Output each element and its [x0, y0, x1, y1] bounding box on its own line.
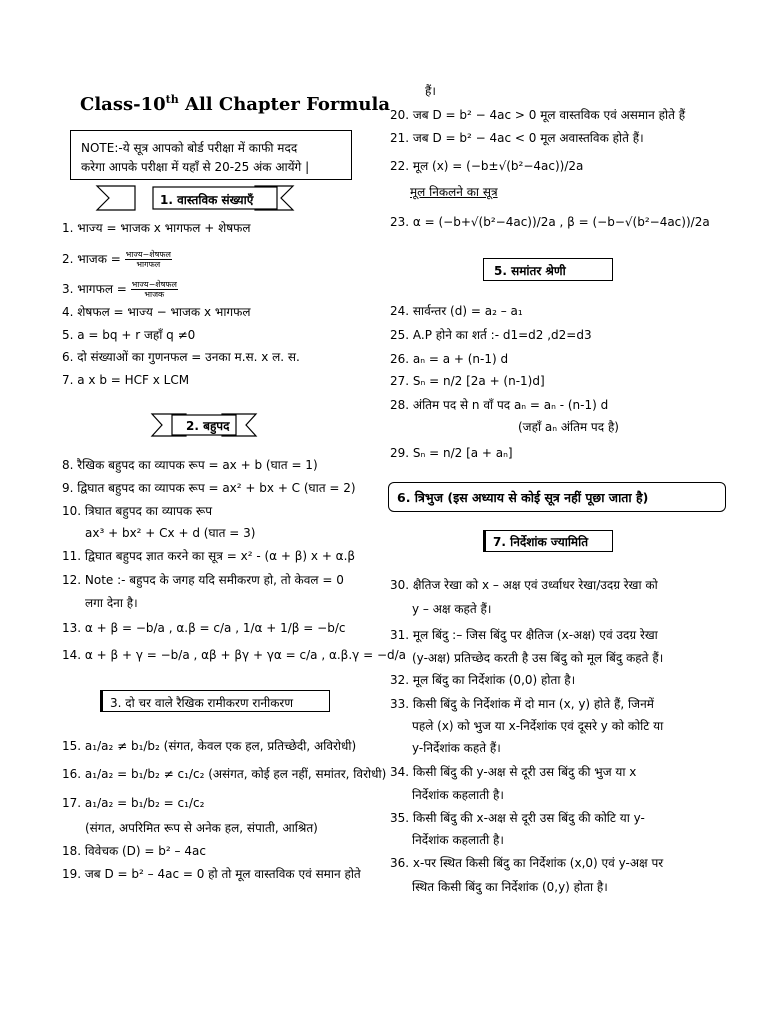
formula-29: 29. Sₙ = n/2 [a + aₙ]	[390, 446, 513, 460]
section-5-title: 5. समांतर श्रेणी	[494, 264, 566, 278]
formula-4: 4. शेषफल = भाज्य − भाजक x भागफल	[62, 305, 251, 319]
formula-25: 25. A.P होने का शर्त :- d1=d2 ,d2=d3	[390, 328, 592, 342]
formula-5: 5. a = bq + r जहाँ q ≠0	[62, 328, 196, 342]
formula-16: 16. a₁/a₂ = b₁/b₂ ≠ c₁/c₂ (असंगत, कोई हल नहीं, समांतर, विरोधी)	[62, 767, 387, 781]
formula-18: 18. विवेचक (D) = b² – 4ac	[62, 844, 206, 858]
section-3-title: 3. दो चर वाले रैखिक रामीकरण रानीकरण	[110, 696, 293, 710]
section-6-title: 6. त्रिभुज (इस अध्याय से कोई सूत्र नहीं पूछा जाता है)	[397, 490, 649, 505]
formula-31: 31. मूल बिंदु :– जिस बिंदु पर क्षैतिज (x-अक्ष) एवं उदग्र रेखा	[390, 628, 658, 642]
formula-36-cont: स्थित किसी बिंदु का निर्देशांक (0,y) होता है।	[412, 880, 608, 894]
formula-23: 23. α = (−b+√(b²−4ac))/2a , β = (−b−√(b²−4ac))/2a	[390, 215, 710, 229]
note-line-2: करेगा आपके परीक्षा में यहाँ से 20-25 अंक आयेंगे |	[81, 160, 310, 174]
formula-33: 33. किसी बिंदु के निर्देशांक में दो मान (x, y) होते हैं, जिनमें	[390, 697, 654, 711]
formula-22-note: मूल निकलने का सूत्र	[410, 185, 498, 199]
formula-34-cont: निर्देशांक कहलाती है।	[412, 788, 504, 802]
formula-30-cont: y – अक्ष कहते हैं।	[412, 602, 492, 616]
formula-6: 6. दो संख्याओं का गुणनफल = उनका म.स. x ल. स.	[62, 350, 300, 364]
formula-27: 27. Sₙ = n/2 [2a + (n-1)d]	[390, 374, 545, 388]
formula-7: 7. a x b = HCF x LCM	[62, 373, 190, 387]
formula-32: 32. मूल बिंदु का निर्देशांक (0,0) होता है।	[390, 673, 576, 687]
formula-33-cont: पहले (x) को भुज या x-निर्देशांक एवं दूसरे y को कोटि या	[412, 719, 664, 733]
formula-20: 20. जब D = b² − 4ac > 0 मूल वास्तविक एवं असमान होते हैं	[390, 108, 686, 122]
formula-17: 17. a₁/a₂ = b₁/b₂ = c₁/c₂	[62, 796, 205, 810]
formula-19: 19. जब D = b² – 4ac = 0 हो तो मूल वास्तविक एवं समान होते	[62, 867, 361, 881]
formula-36: 36. x-पर स्थित किसी बिंदु का निर्देशांक (x,0) एवं y-अक्ष पर	[390, 856, 664, 870]
formula-33-cont-2: y-निर्देशांक कहते हैं।	[412, 741, 501, 755]
formula-28: 28. अंतिम पद से n वाँ पद aₙ = aₙ - (n-1) d	[390, 398, 609, 412]
formula-2: 2. भाजक = $\frac{\text{भाज्य−शेषफल}}{\text{भागफल}}$	[62, 250, 171, 269]
formula-8: 8. रैखिक बहुपद का व्यापक रूप = ax + b (घात = 1)	[62, 458, 318, 472]
formula-12-cont: लगा देना है।	[85, 596, 138, 610]
section-1-title: 1. वास्तविक संख्याएँ	[160, 193, 254, 207]
formula-15: 15. a₁/a₂ ≠ b₁/b₂ (संगत, केवल एक हल, प्रतिच्छेदी, अविरोधी)	[62, 739, 357, 753]
note-box	[70, 130, 352, 180]
formula-31-cont: (y-अक्ष) प्रतिच्छेद करती है उस बिंदु को मूल बिंदु कहते हैं।	[412, 651, 664, 665]
formula-34: 34. किसी बिंदु की y-अक्ष से दूरी उस बिंदु की भुज या x	[390, 765, 637, 779]
formula-21: 21. जब D = b² − 4ac < 0 मूल अवास्तविक होते हैं।	[390, 131, 644, 145]
formula-30: 30. क्षैतिज रेखा को x – अक्ष एवं उर्ध्वाधर रेखा/उदग्र रेखा को	[390, 578, 658, 592]
formula-10: 10. त्रिघात बहुपद का व्यापक रूप	[62, 504, 213, 518]
formula-1: 1. भाज्य = भाजक x भागफल + शेषफल	[62, 221, 251, 235]
section-2-title: 2. बहुपद	[186, 419, 230, 433]
section-6-box	[388, 482, 726, 512]
formula-3: 3. भागफल = $\frac{\text{भाज्य−शेषफल}}{\text{भाजक}}$	[62, 280, 177, 299]
formula-22: 22. मूल (x) = (−b±√(b²−4ac))/2a	[390, 159, 584, 173]
formula-9: 9. द्विघात बहुपद का व्यापक रूप = ax² + bx + C (घात = 2)	[62, 481, 356, 495]
formula-11: 11. द्विघात बहुपद ज्ञात करने का सूत्र = x² - (α + β) x + α.β	[62, 549, 356, 563]
formula-19-cont: हैं।	[425, 84, 436, 98]
formula-28-note: (जहाँ aₙ अंतिम पद है)	[518, 420, 619, 434]
formula-24: 24. सार्वन्तर (d) = a₂ – a₁	[390, 304, 523, 318]
formula-17-cont: (संगत, अपरिमित रूप से अनेक हल, संपाती, आश्रित)	[85, 821, 318, 835]
formula-35-cont: निर्देशांक कहलाती है।	[412, 833, 504, 847]
formula-26: 26. aₙ = a + (n-1) d	[390, 352, 509, 366]
formula-10-cont: ax³ + bx² + Cx + d (घात = 3)	[85, 526, 256, 540]
formula-13: 13. α + β = −b/a , α.β = c/a , 1/α + 1/β = −b/c	[62, 621, 346, 635]
formula-12: 12. Note :- बहुपद के जगह यदि समीकरण हो, तो केवल = 0	[62, 573, 344, 587]
section-7-title: 7. निर्देशांक ज्यामिति	[493, 535, 589, 549]
note-line-1: NOTE:-ये सूत्र आपको बोर्ड परीक्षा में काफी मदद	[81, 141, 298, 155]
page-title: Class-10th All Chapter Formula	[80, 93, 390, 115]
formula-35: 35. किसी बिंदु की x-अक्ष से दूरी उस बिंदु की कोटि या y-	[390, 811, 645, 825]
formula-14: 14. α + β + γ = −b/a , αβ + βγ + γα = c/a , α.β.γ = −d/a	[62, 648, 407, 662]
